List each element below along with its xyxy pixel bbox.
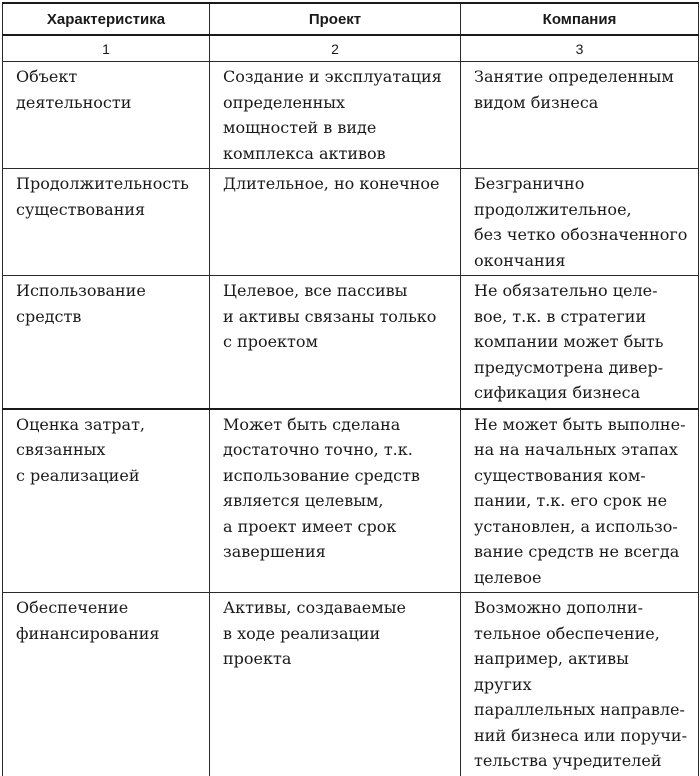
company-cell: Не обязательно целе- вое, т.к. в стратегии компании может быть предусмотрена дивер- сификация бизнеса [461,276,699,409]
project-cell: Длительное, но конечное [210,169,461,276]
table-row [3,409,699,593]
column-number: 2 [210,35,461,62]
header-company: Компания [461,3,699,35]
comparison-table [2,2,699,776]
characteristic-cell: Оценка затрат, связанных с реализацией [3,409,210,593]
characteristic-cell: Продолжительность существования [3,169,210,276]
table-row [3,169,699,276]
characteristic-cell: Обеспечение финансирования [3,593,210,776]
column-number-row [3,35,699,62]
column-number: 1 [3,35,210,62]
table-row [3,62,699,169]
header-row [3,3,699,35]
company-cell: Безгранично продолжительное, без четко обозначенного окончания [461,169,699,276]
company-cell: Не может быть выполне- на на начальных этапах существования ком- пании, т.к. его срок не установлен, а использо- вание средств не всегда целевое [461,409,699,593]
project-cell: Целевое, все пассивы и активы связаны только с проектом [210,276,461,409]
company-cell: Занятие определенным видом бизнеса [461,62,699,169]
project-cell: Создание и эксплуатация определенных мощностей в виде комплекса активов [210,62,461,169]
table-row [3,276,699,409]
table-row [3,593,699,776]
company-cell: Возможно дополни- тельное обеспечение, например, активы других параллельных направле- ний бизнеса или поручи- тельства учредителей [461,593,699,776]
header-project: Проект [210,3,461,35]
characteristic-cell: Использование средств [3,276,210,409]
header-characteristic: Характеристика [3,3,210,35]
characteristic-cell: Объект деятельности [3,62,210,169]
project-cell: Активы, создаваемые в ходе реализации проекта [210,593,461,776]
project-cell: Может быть сделана достаточно точно, т.к. использование средств является целевым, а проект имеет срок завершения [210,409,461,593]
column-number: 3 [461,35,699,62]
